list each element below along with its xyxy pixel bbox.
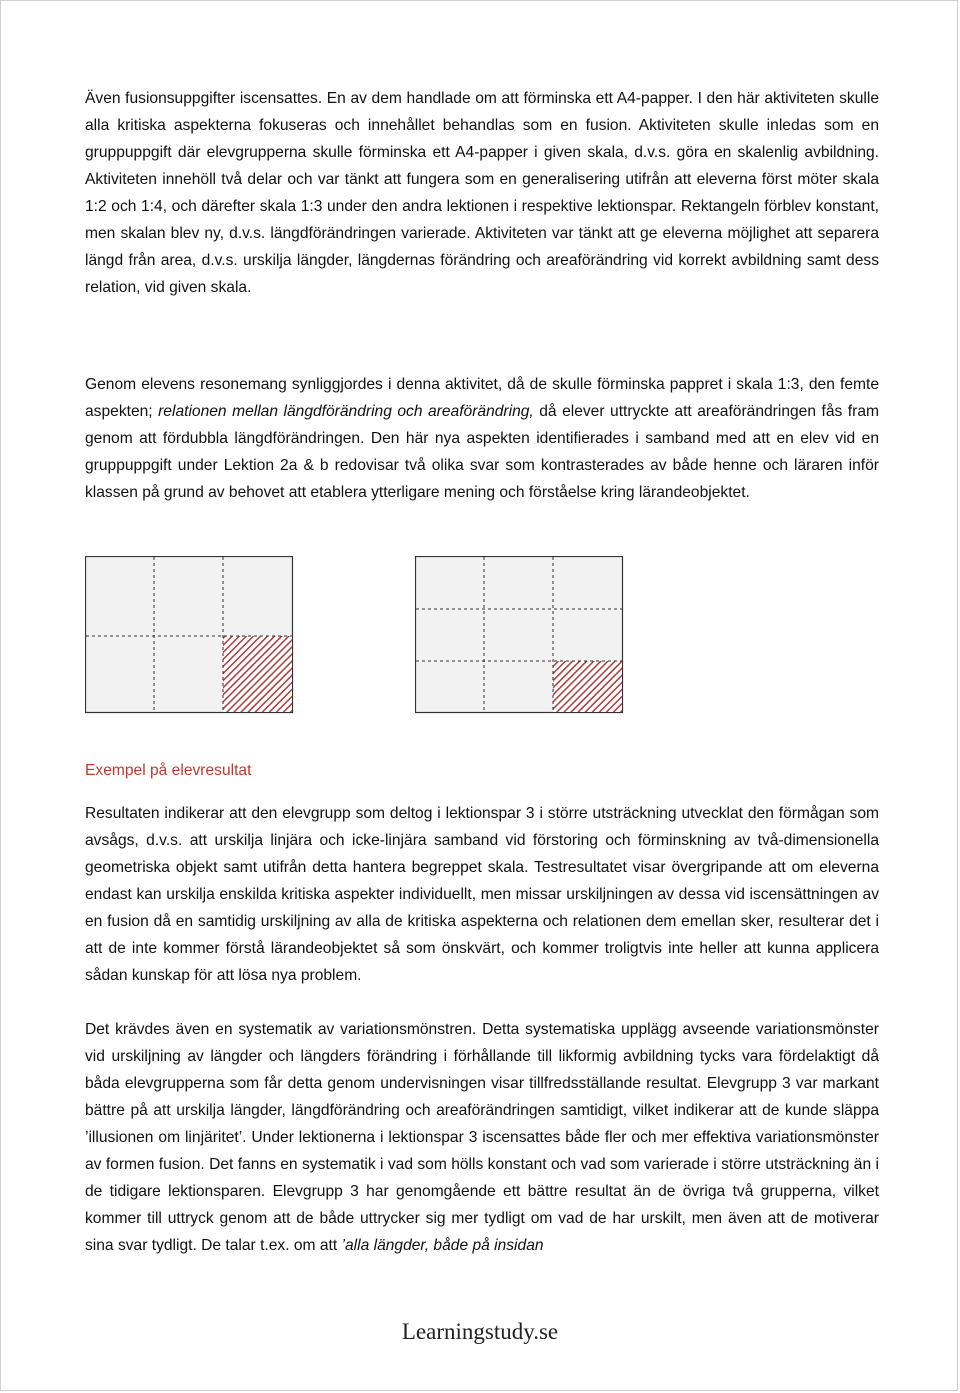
paragraph-fusion-tasks [85,85,879,301]
section-heading: Exempel på elevresultat [85,762,252,779]
paragraph-text: Det krävdes även en systematik av variationsmönstren. Detta systematiska upplägg avseende variationsmönster vid urskiljning av längder och längders förändring i förhållande till likformig avbildning tycks vara fördelaktigt då båda elevgrupperna som får detta genom undervisningen visar tillfredsställande resultat. Elevgrupp 3 var markant bättre på att urskilja längder, längdförändring och areaförändringen samtidigt, vilket indikerar att de kunde släppa ’illusionen om linjäritet’. Under lektionerna i lektionspar 3 iscensattes både fler och mer effektiva variationsmönster av formen fusion. Det fanns en systematik i vad som hölls konstant och vad som varierade i större utsträckning än i de tidigare lektionsparen. Elevgrupp 3 har genomgående ett bättre resultat än de övriga två grupperna, vilket kommer till uttryck genom att de både uttrycker sig mer tydligt om vad de har urskilt, men även att de motiverar sina svar tydligt. De talar t.ex. om att [85,1021,879,1254]
shaded-cell [553,661,622,712]
paragraph-text: då elever uttryckte att areaförändringen fås fram genom att fördubbla längdförändringen. Den här nya aspekten identifierades i samband med att en elev vid en gruppuppgift under Lektion 2a & b redovisar två olika svar som kontrasterades av både henne och läraren inför klassen på grund av behovet att etablera ytterligare mening och förståelse kring lärandeobjektet. [85,403,879,501]
paragraph-text: Även fusionsuppgifter iscensattes. En av dem handlade om att förminska ett A4-papper. I den här aktiviteten skulle alla kritiska aspekterna fokuseras och innehållet behandlas som en fusion. Aktiviteten skulle inledas som en gruppuppgift där elevgrupperna skulle förminska ett A4-papper i given skala, d.v.s. göra en skalenlig avbildning. [85,90,879,161]
paragraph-results: Resultaten indikerar att den elevgrupp som deltog i lektionspar 3 i större utsträckning utvecklat den förmågan som avsågs, d.v.s. att urskilja linjära och icke-linjära samband vid förstoring och förminskning av två-dimensionella geometriska objekt samt utifrån detta hantera begreppet skala. Testresultatet visar övergripande att om eleverna endast kan urskilja enskilda kritiska aspekter individuellt, men missar urskiljningen av dessa vid iscensättningen av en fusion då en samtidig urskiljning av alla de kritiska aspekterna och relationen dem emellan sker, resulterar det i att de inte kommer förstå lärandeobjektet så som önskvärt, och kommer troligtvis inte heller att kunna applicera sådan kunskap för att lösa nya problem. [85,805,879,984]
figure-grid-2x3 [85,556,295,716]
emphasis-text: relationen mellan längdförändring och areaförändring, [158,403,534,420]
paragraph-systematics [85,1016,879,1259]
emphasis-text: ’alla längder, både på insidan [341,1237,544,1254]
footer-site-name[interactable]: Learningstudy.se [401,1319,559,1344]
paragraph-text: Genom elevens resonemang synliggjordes i denna aktivitet, då de skulle förminska pappret i skala 1:3, den femte aspekten; [85,376,879,420]
paragraph-text: Aktiviteten innehöll två delar och var tänkt att fungera som en generalisering utifrån att eleverna först möter skala 1:2 och 1:4, och därefter skala 1:3 under den andra lektionen i respektive lektionspar. Rektangeln förblev konstant, men skalan blev ny, d.v.s. längdförändringen varierade. Aktiviteten var tänkt att ge eleverna möjlighet att separera längd från area, d.v.s. urskilja längder, längdernas förändring och areaförändring vid korrekt avbildning samt dess relation, vid given skala. [85,171,879,296]
figure-grid-3x3 [415,556,625,716]
shaded-cell [223,636,292,712]
paragraph-student-reasoning [85,371,879,506]
